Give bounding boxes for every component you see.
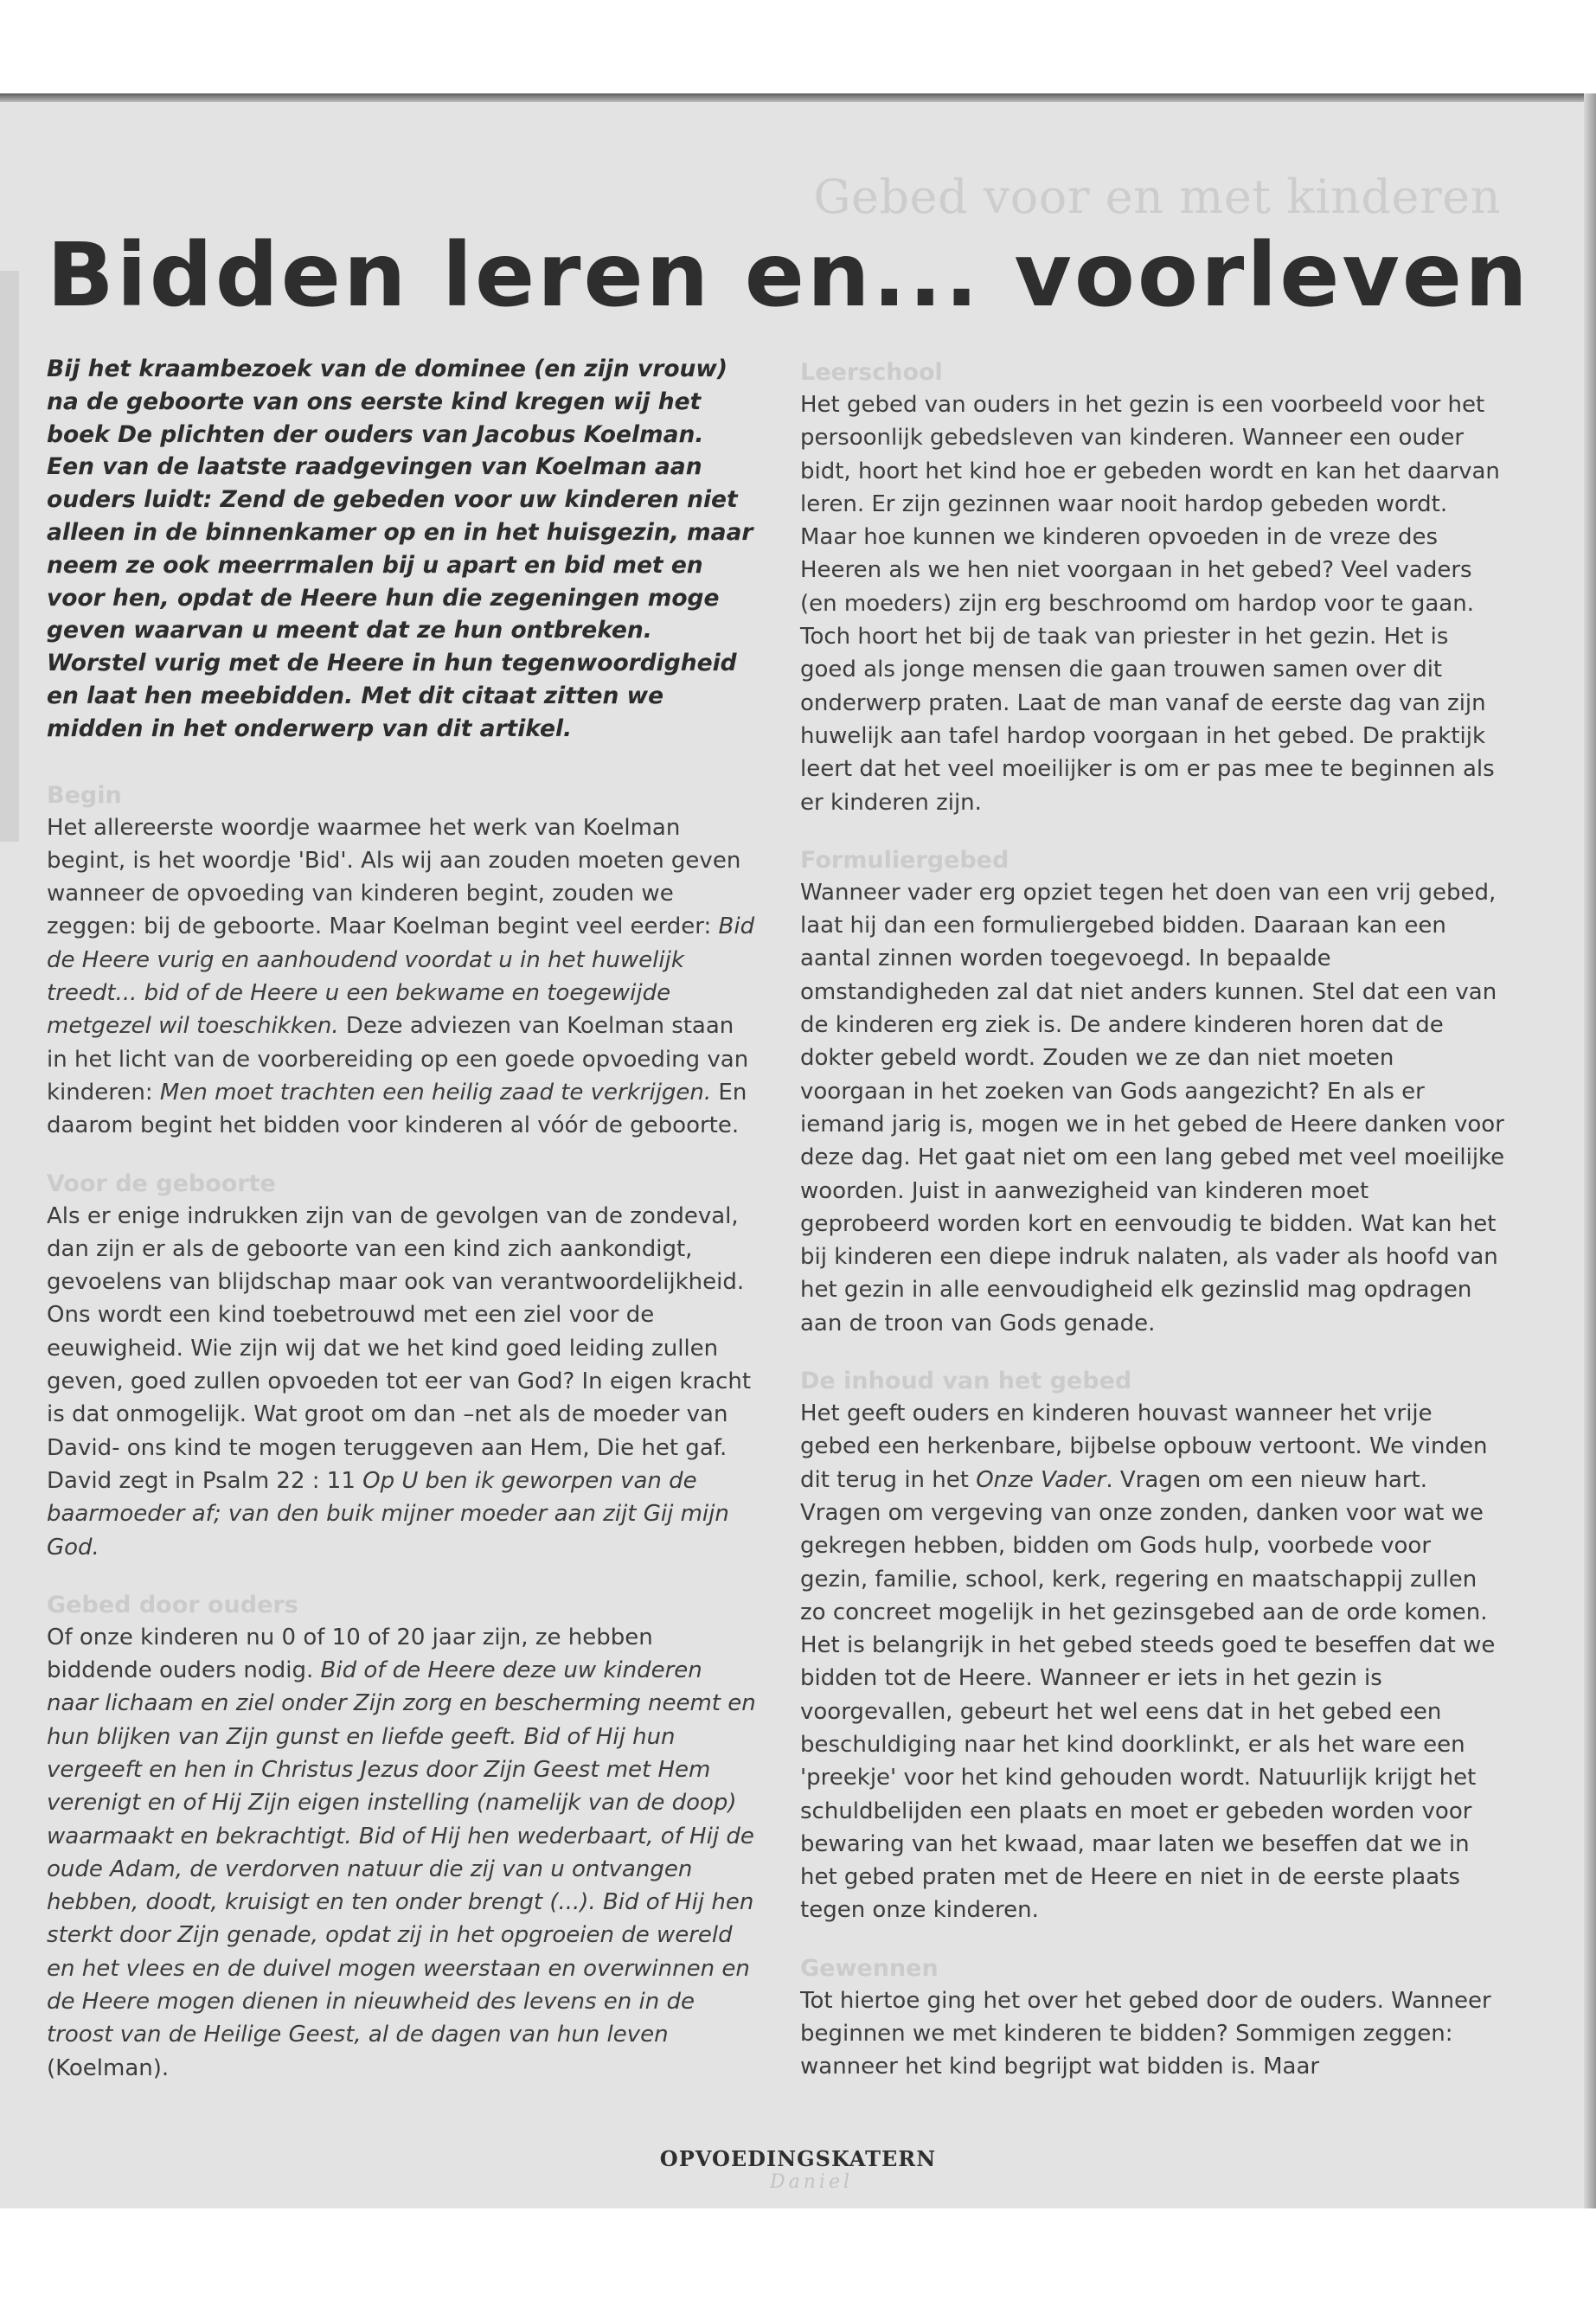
section-body: Tot hiertoe ging het over het gebed door de ouders. Wanneer beginnen we met kinderen te bidden? Sommigen zeggen: wanneer het kind begrijpt wat bidden is. Maar <box>800 1987 1491 2080</box>
section-heading: Gewennen <box>800 1954 939 1982</box>
right-column <box>800 357 1505 2110</box>
section-body: Of onze kinderen nu 0 of 10 of 20 jaar zijn, ze hebben biddende ouders nodig. Bid of de Heere deze uw kinderen naar lichaam en ziel onder Zijn zorg en bescherming neemt en hun blijken van Zijn gunst en liefde geeft. Bid of Hij hun vergeeft en hen in Christus Jezus door Zijn Geest met Hem verenigt en of Hij Zijn eigen instelling (namelijk van de doop) waarmaakt en bekrachtigt. Bid of Hij hen wederbaart, of Hij de oude Adam, de verdorven natuur die zij van u ontvangen hebben, doodt, kruisigt en ten onder brengt (...). Bid of Hij hen sterkt door Zijn genade, opdat zij in het opgroeien de wereld en het vlees en de duivel mogen weerstaan en overwinnen en de Heere mogen dienen in nieuwheid des levens en in de troost van de Heilige Geest, al de dagen van hun leven (Koelman). <box>47 1624 756 2081</box>
section-gebed-door-ouders <box>47 1590 756 2085</box>
section-body: Wanneer vader erg opziet tegen het doen van een vrij gebed, laat hij dan een formuliergebed bidden. Daaraan kan een aantal zinnen worden toegevoegd. In bepaalde omstandigheden zal dat niet anders kunnen. Stel dat een van de kinderen erg ziek is. De andere kinderen horen dat de dokter gebeld wordt. Zouden we ze dan niet moeten voorgaan in het zoeken van Gods aangezicht? En als er iemand jarig is, mogen we in het gebed de Heere danken voor deze dag. Het gaat niet om een lang gebed met veel moeilijke woorden. Juist in aanwezigheid van kinderen moet geprobeerd worden kort en eenvoudig te bidden. Wat kan het bij kinderen een diepe indruk nalaten, als vader als hoofd van het gezin in alle eenvoudigheid elk gezinslid mag opdragen aan de troon van Gods genade. <box>800 879 1505 1336</box>
section-heading: Begin <box>47 781 122 809</box>
section-body: Als er enige indrukken zijn van de gevolgen van de zondeval, dan zijn er als de geboorte van een kind zich aankondigt, gevoelens van blijdschap maar ook van verantwoordelijkheid. Ons wordt een kind toebetrouwd met een ziel voor de eeuwigheid. Wie zijn wij dat we het kind goed leiding zullen geven, goed zullen opvoeden tot eer van God? In eigen kracht is dat onmogelijk. Wat groot om dan –net als de moeder van David- ons kind te mogen teruggeven aan Hem, Die het gaf. David zegt in Psalm 22 : 11 Op U ben ik geworpen van de baarmoeder af; van den buik mijner moeder aan zijt Gij mijn God. <box>47 1202 752 1561</box>
author-signature: Daniel <box>770 2171 854 2193</box>
section-kicker: Gebed voor en met kinderen <box>813 170 1501 224</box>
section-formuliergebed <box>800 845 1505 1340</box>
section-voor-de-geboorte <box>47 1169 756 1564</box>
section-heading: Leerschool <box>800 359 943 386</box>
section-begin <box>47 780 756 1143</box>
section-inhoud-van-het-gebed <box>800 1366 1505 1927</box>
page-edge-tab <box>0 271 19 842</box>
section-gewennen <box>800 1953 1505 2084</box>
section-body: Het gebed van ouders in het gezin is een voorbeeld voor het persoonlijk gebedsleven van kinderen. Wanneer een ouder bidt, hoort het kind hoe er gebeden wordt en kan het daarvan leren. Er zijn gezinnen waar nooit hardop gebeden wordt. Maar hoe kunnen we kinderen opvoeden in de vreze des Heeren als we hen niet voorgaan in het gebed? Veel vaders (en moeders) zijn erg beschroomd om hardop voor te gaan. Toch hoort het bij de taak van priester in het gezin. Het is goed als jonge mensen die gaan trouwen samen over dit onderwerp praten. Laat de man vanaf de eerste dag van zijn huwelijk aan tafel hardop voorgaan in het gebed. De praktijk leert dat het veel moeilijker is om er pas mee te beginnen als er kinderen zijn. <box>800 392 1500 816</box>
section-leerschool <box>800 357 1505 819</box>
article-title: Bidden leren en... voorleven <box>47 224 1530 327</box>
section-heading: Voor de geboorte <box>47 1170 276 1197</box>
section-heading: Gebed door ouders <box>47 1591 298 1618</box>
section-heading: De inhoud van het gebed <box>800 1368 1132 1395</box>
left-column <box>47 353 756 2111</box>
footer-label: OPVOEDINGSKATERN <box>659 2146 937 2171</box>
intro-paragraph: Bij het kraambezoek van de dominee (en zijn vrouw) na de geboorte van ons eerste kind kregen wij het boek De plichten der ouders van Jacobus Koelman. Een van de laatste raadgevingen van Koelman aan ouders luidt: Zend de gebeden voor uw kinderen niet alleen in de binnenkamer op en in het huisgezin, maar neem ze ook meerrmalen bij u apart en bid met en voor hen, opdat de Heere hun die zegeningen moge geven waarvan u meent dat ze hun ontbreken. Worstel vurig met de Heere in hun tegenwoordigheid en laat hen meebidden. Met dit citaat zitten we midden in het onderwerp van dit artikel. <box>47 356 753 742</box>
magazine-page <box>0 93 1596 2208</box>
section-heading: Formuliergebed <box>800 846 1010 874</box>
section-body: Het allereerste woordje waarmee het werk van Koelman begint, is het woordje 'Bid'. Als wij aan zouden moeten geven wanneer de opvoeding van kinderen begint, zouden we zeggen: bij de geboorte. Maar Koelman begint veel eerder: Bid de Heere vurig en aanhoudend voordat u in het huwelijk treedt... bid of de Heere u een bekwame en toegewijde metgezel wil toeschikken. Deze adviezen van Koelman staan in het licht van de voorbereiding op een goede opvoeding van kinderen: Men moet trachten een heilig zaad te verkrijgen. En daarom begint het bidden voor kinderen al vóór de geboorte. <box>47 814 755 1139</box>
section-body: Het geeft ouders en kinderen houvast wanneer het vrije gebed een herkenbare, bijbelse opbouw vertoont. We vinden dit terug in het Onze Vader. Vragen om een nieuw hart. Vragen om vergeving van onze zonden, danken voor wat we gekregen hebben, bidden om Gods hulp, voorbede voor gezin, familie, school, kerk, regering en maatschappij zullen zo concreet mogelijk in het gezinsgebed aan de orde komen. Het is belangrijk in het gebed steeds goed te beseffen dat we bidden tot de Heere. Wanneer er iets in het gezin is voorgevallen, gebeurt het wel eens dat in het gebed een beschuldiging naar het kind doorklinkt, er als het ware een 'preekje' voor het kind gehouden wordt. Natuurlijk krijgt het schuldbelijden een plaats en moet er gebeden worden voor bewaring van het kwaad, maar laten we beseffen dat we in het gebed praten met de Heere en niet in de eerste plaats tegen onze kinderen. <box>800 1400 1496 1924</box>
